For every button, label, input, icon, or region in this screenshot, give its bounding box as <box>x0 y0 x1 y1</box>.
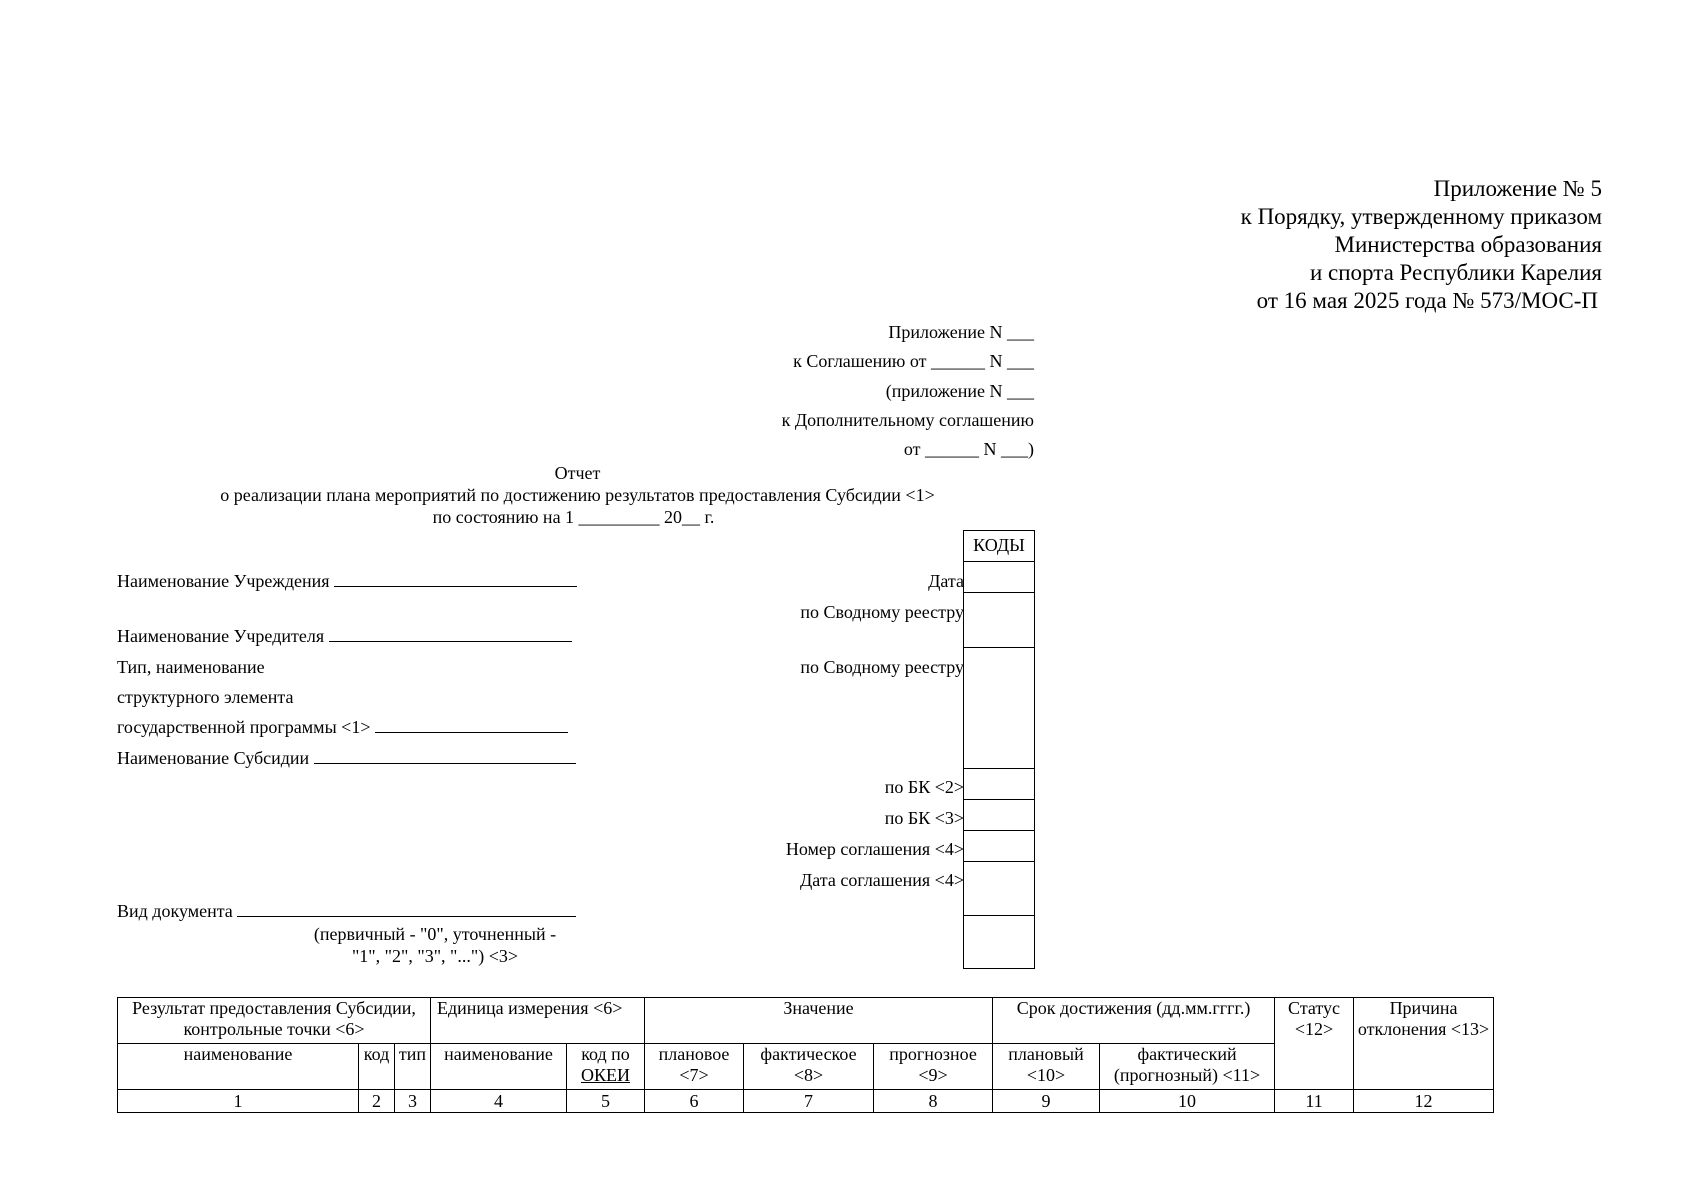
type-label-1: Тип, наименование <box>117 657 265 677</box>
subsidy-label: Наименование Субсидии <box>117 748 310 768</box>
col-planned-line-1: плановое <box>658 1044 730 1064</box>
codes-header: КОДЫ <box>973 535 1025 555</box>
column-number: 9 <box>993 1090 1100 1113</box>
column-number: 11 <box>1275 1090 1354 1113</box>
col-name: наименование <box>118 1044 359 1090</box>
title-line-3: по состоянию на 1 _________ 20__ г. <box>432 507 715 527</box>
code-cell-agreement-number[interactable] <box>964 830 1034 861</box>
col-okei <box>567 1044 645 1090</box>
agreement-appendix <box>700 318 1034 464</box>
col-plan-date-line-1: плановый <box>1008 1044 1084 1064</box>
doc-kind-hint <box>285 923 585 967</box>
col-plan-date <box>993 1044 1100 1090</box>
code-label-registry-1: по Сводному реестру <box>800 602 964 622</box>
code-cell-agreement-date[interactable] <box>964 861 1034 915</box>
agreement-line: (приложение N ___ <box>885 380 1034 401</box>
column-number: 2 <box>359 1090 395 1113</box>
code-cell-registry-2[interactable] <box>964 647 1034 768</box>
column-number: 10 <box>1100 1090 1275 1113</box>
code-cell-registry-1[interactable] <box>964 592 1034 647</box>
header-line: и спорта Республики Карелия <box>1309 260 1602 285</box>
code-label-bk-2: по БК <2> <box>884 777 964 797</box>
doc-kind-hint-1: (первичный - "0", уточненный - <box>313 924 557 944</box>
title-line-1: Отчет <box>554 463 601 483</box>
column-number: 12 <box>1354 1090 1494 1113</box>
subsidy-field <box>117 748 576 769</box>
doc-kind-blank[interactable] <box>237 901 576 917</box>
founder-blank[interactable] <box>329 626 572 642</box>
title-line-2: о реализации плана мероприятий по достижению результатов предоставления Субсидии <1> <box>220 485 935 505</box>
col-reason-line-1: Причина <box>1389 998 1458 1018</box>
code-cell-bk-2[interactable] <box>964 768 1034 799</box>
col-planned-line-2: <7> <box>679 1065 709 1085</box>
col-actual-line-1: фактическое <box>760 1044 857 1064</box>
code-cell-document-kind[interactable] <box>964 915 1034 968</box>
program-field <box>117 717 568 738</box>
col-type: тип <box>395 1044 431 1090</box>
col-fact-date-line-2: (прогнозный) <11> <box>1113 1065 1261 1085</box>
type-label-2: структурного элемента <box>117 687 294 707</box>
column-number: 7 <box>744 1090 874 1113</box>
doc-kind-label: Вид документа <box>117 901 233 921</box>
col-actual-line-2: <8> <box>793 1065 824 1085</box>
agreement-line: Приложение N ___ <box>888 322 1034 342</box>
code-label-registry-2: по Сводному реестру <box>800 657 964 677</box>
founder-label: Наименование Учредителя <box>117 626 325 646</box>
code-cell-bk-3[interactable] <box>964 799 1034 830</box>
code-label-agreement-date: Дата соглашения <4> <box>799 870 964 890</box>
report-title <box>110 462 1045 528</box>
col-fact-date-line-1: фактический <box>1137 1044 1237 1064</box>
col-plan-date-line-2: <10> <box>1026 1065 1066 1085</box>
col-result-line-1: Результат предоставления Субсидии, <box>132 998 416 1018</box>
column-number: 3 <box>395 1090 431 1113</box>
type-label-3: государственной программы <1> <box>117 717 371 737</box>
appendix-header <box>1150 175 1602 315</box>
column-number: 4 <box>431 1090 567 1113</box>
doc-kind-hint-2: "1", "2", "3", "...") <3> <box>351 946 519 966</box>
header-line: Приложение № 5 <box>1433 176 1602 201</box>
col-status <box>1275 998 1354 1090</box>
col-okei-line-1: код по <box>581 1044 630 1064</box>
institution-label: Наименование Учреждения <box>117 571 330 591</box>
agreement-line: к Дополнительному соглашению <box>781 409 1034 430</box>
header-line: от 16 мая 2025 года № 573/МОС-П <box>1256 288 1598 313</box>
header-row-1 <box>118 998 1494 1044</box>
col-value: Значение <box>645 998 993 1044</box>
results-table <box>117 997 1494 1113</box>
col-status-line-1: Статус <box>1288 998 1341 1018</box>
col-result-line-2: контрольные точки <6> <box>183 1019 365 1039</box>
doc-kind-field <box>117 901 576 922</box>
col-planned <box>645 1044 744 1090</box>
col-actual <box>744 1044 874 1090</box>
column-number: 1 <box>118 1090 359 1113</box>
col-forecast-line-2: <9> <box>918 1065 948 1085</box>
subsidy-blank[interactable] <box>314 748 576 764</box>
agreement-line: к Соглашению от ______ N ___ <box>793 351 1034 372</box>
column-number-row <box>118 1090 1494 1113</box>
header-line: Министерства образования <box>1334 232 1602 257</box>
column-number: 5 <box>567 1090 645 1113</box>
codes-box <box>963 530 1035 969</box>
code-label-date: Дата <box>928 571 964 591</box>
code-label-bk-3: по БК <3> <box>884 808 964 828</box>
col-reason-line-2: отклонения <13> <box>1357 1019 1490 1039</box>
col-status-line-2: <12> <box>1294 1019 1334 1039</box>
code-cell-date[interactable] <box>964 561 1034 592</box>
code-label-agreement-number: Номер соглашения <4> <box>785 839 964 859</box>
agreement-line: от ______ N ___) <box>903 439 1034 460</box>
col-forecast <box>874 1044 993 1090</box>
header-line: к Порядку, утвержденному приказом <box>1240 204 1602 229</box>
column-number: 6 <box>645 1090 744 1113</box>
col-fact-date <box>1100 1044 1275 1090</box>
institution-blank[interactable] <box>334 571 577 587</box>
col-code: код <box>359 1044 395 1090</box>
founder-field <box>117 626 572 647</box>
col-reason <box>1354 998 1494 1090</box>
col-okei-line-2: ОКЕИ <box>581 1065 630 1085</box>
column-number: 8 <box>874 1090 993 1113</box>
col-unit-name: наименование <box>431 1044 567 1090</box>
institution-field <box>117 571 577 592</box>
col-forecast-line-1: прогнозное <box>889 1044 977 1064</box>
col-unit: Единица измерения <6> <box>431 998 645 1044</box>
col-result <box>118 998 431 1044</box>
program-blank[interactable] <box>375 717 568 733</box>
col-deadline: Срок достижения (дд.мм.гггг.) <box>993 998 1275 1044</box>
